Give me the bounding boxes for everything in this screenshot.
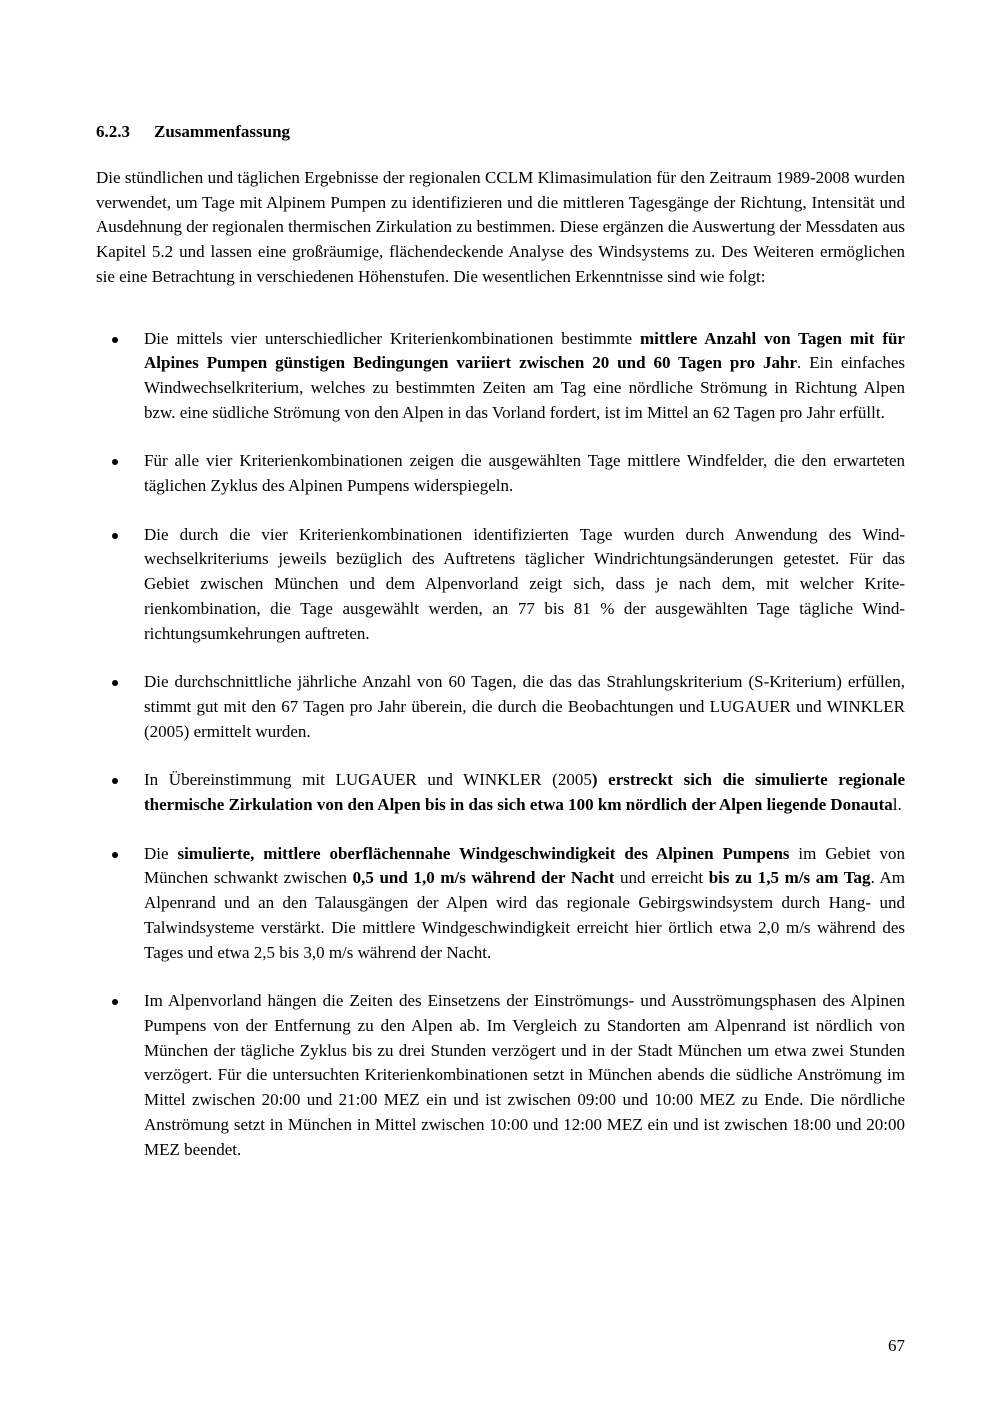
bullet-icon: [112, 999, 118, 1005]
list-item: [96, 449, 905, 498]
findings-list: [96, 327, 905, 1163]
bullet-icon: [112, 533, 118, 539]
list-item: [96, 670, 905, 744]
bullet-icon: [112, 459, 118, 465]
list-item-text: In Übereinstimmung mit LUGAUER und WINKLER (2005) erstreckt sich die simulierte regionale thermische Zirkulation von den Alpen bis in das sich etwa 100 km nördlich der Alpen liegende Donautal.: [144, 770, 906, 815]
list-item-text: Die durchschnittliche jährliche Anzahl von 60 Tagen, die das das Strahlungskriterium (S-Kriterium) erfüllen, stimmt gut mit den 67 Tagen pro Jahr überein, die durch die Beobachtungen und LUGAUER und WINKLER (2005) ermittelt wurden.: [144, 672, 905, 741]
page-number: 67: [888, 1336, 905, 1355]
list-item: [96, 989, 905, 1162]
page-content: [96, 166, 905, 1162]
section-title: Zusammenfassung: [154, 122, 291, 141]
bullet-icon: [112, 852, 118, 858]
list-item: [96, 523, 905, 647]
list-item: [96, 768, 905, 817]
list-item-text: Für alle vier Kriterienkombinationen zeigen die ausgewählten Tage mittlere Windfelder, die den erwarteten täglichen Zyklus des Alpinen Pumpens widerspiegeln.: [144, 451, 905, 496]
bullet-icon: [112, 337, 118, 343]
list-item-text: Im Alpenvorland hängen die Zeiten des Einsetzens der Einströmungs- und Ausströmungsphasen des Alpinen Pumpens von der Entfernung zu den Alpen ab. Im Vergleich zu Standorten am Alpenrand ist nördlich von München der tägliche Zyklus bis zu drei Stunden verzögert und in der Stadt München um etwa zwei Stunden verzögert. Für die untersuchten Kriterienkombinationen setzt in München abends die südliche Anströmung im Mittel zwischen 20:00 und 21:00 MEZ ein und ist zwischen 09:00 und 10:00 MEZ zu Ende. Die nördliche Anströmung setzt in München in Mittel zwischen 10:00 und 12:00 MEZ ein und ist zwischen 18:00 und 20:00 MEZ beendet.: [144, 991, 905, 1159]
intro-paragraph: Die stündlichen und täglichen Ergebnisse der regionalen CCLM Klimasimulation für den Zeitraum 1989-2008 wurden verwendet, um Tage mit Alpinem Pumpen zu identifizieren und die mittleren Tagesgänge der Richtung, Intensität und Ausdehnung der regionalen thermischen Zirkulation zu bestimmen. Diese ergänzen die Auswertung der Messdaten aus Kapitel 5.2 und lassen eine großräumige, flächendeckende Analyse des Windsystems zu. Des Weiteren ermöglichen sie eine Betrachtung in verschiedenen Höhenstufen. Die wesentlichen Erkenntnisse sind wie folgt:: [96, 168, 905, 286]
bullet-icon: [112, 680, 118, 686]
list-item-text: Die simulierte, mittlere oberflächennahe Windgeschwindigkeit des Alpinen Pumpens im Gebiet von München schwankt zwischen 0,5 und 1,0 m/s während der Nacht und erreicht bis zu 1,5 m/s am Tag. Am Alpenrand und an den Talausgängen der Alpen wird das regionale Gebirgswindsystem durch Hang- und Talwindsysteme verstärkt. Die mittlere Windgeschwindigkeit erreicht hier örtlich etwa 2,0 m/s während des Tages und etwa 2,5 bis 3,0 m/s während der Nacht.: [144, 843, 906, 962]
bullet-icon: [112, 778, 118, 784]
section-number: 6.2.3: [96, 122, 130, 141]
list-item: [96, 842, 905, 966]
list-item-text: Die durch die vier Kriterienkombinationen identifizierten Tage wurden durch Anwendung des Windwechselkriteriums jeweils bezüglich des Auftretens täglicher Windrichtungsänderungen getestet. Für das Gebiet zwischen München und dem Alpenvorland zeigt sich, dass je nach dem, mit welcher Kriterienkombination, die Tage ausgewählt werden, an 77 bis 81 % der ausgewählten Tage tägliche Windrichtungsumkehrungen auftreten.: [144, 524, 905, 643]
list-item-text: Die mittels vier unterschiedlicher Kriterienkombinationen bestimmte mittlere Anzahl von Tagen mit für Alpines Pumpen günstigen Bedingungen variiert zwischen 20 und 60 Tagen pro Jahr. Ein einfaches Windwechselkriterium, welches zu bestimmten Zeiten am Tag eine nördliche Strömung in Richtung Alpen bzw. eine südliche Strömung von den Alpen in das Vorland fordert, ist im Mittel an 62 Tagen pro Jahr erfüllt.: [144, 328, 905, 422]
list-item: [96, 327, 905, 426]
section-heading: [96, 120, 290, 144]
